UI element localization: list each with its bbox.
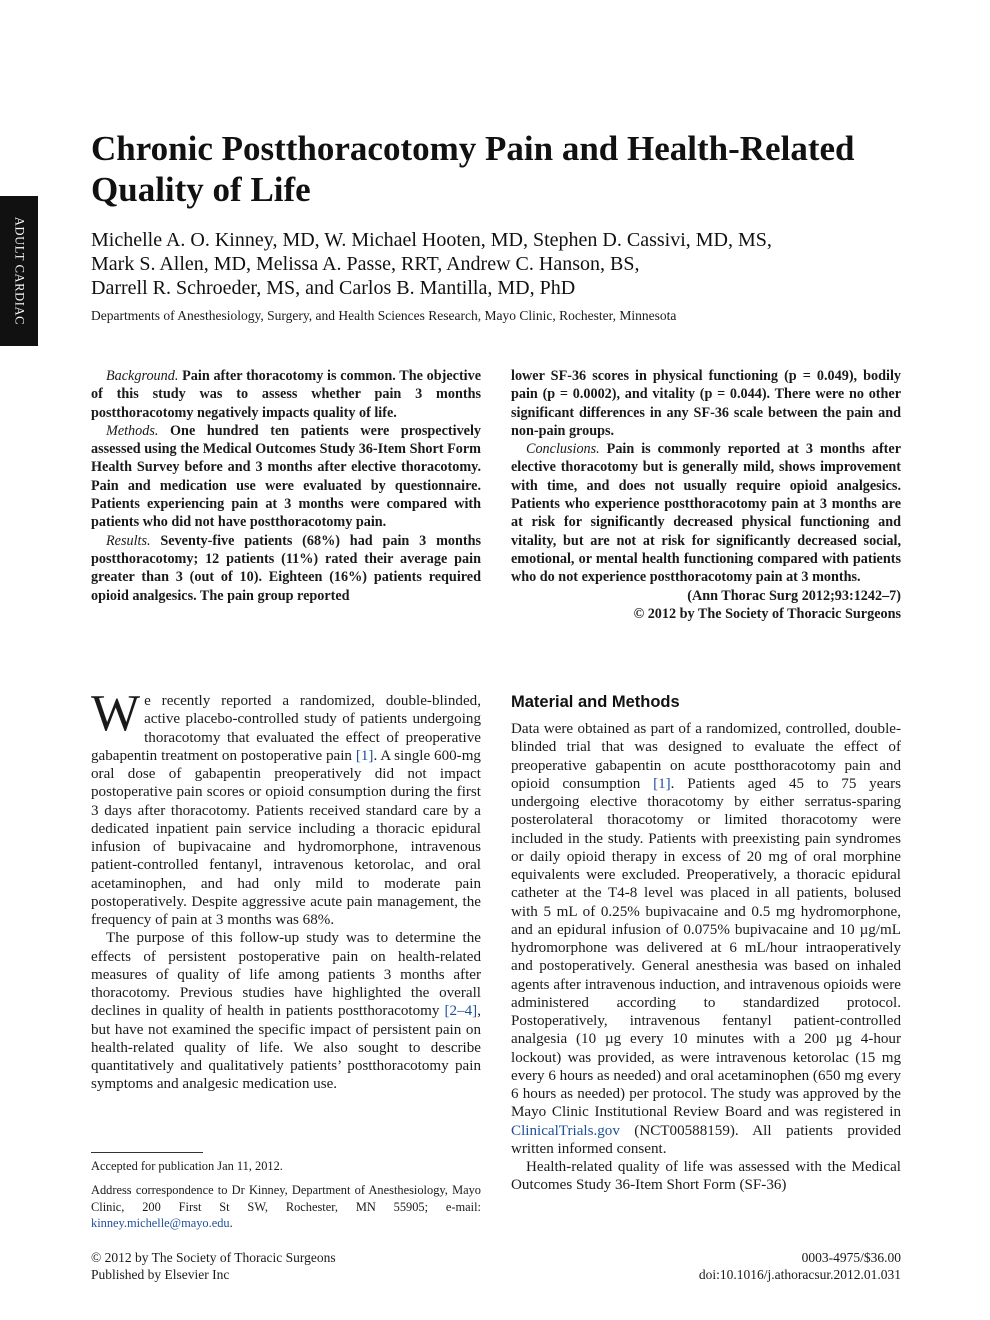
abstract-results-continued: lower SF-36 scores in physical functioning (p = 0.049), bodily pain (p = 0.0002), and vitality (p = 0.044). There were no other significant differences in any SF-36 scale between the pain and non-pain groups. <box>511 368 901 439</box>
abstract-results-label: Results. <box>106 532 151 549</box>
page-footer <box>91 1250 901 1283</box>
abstract-background-label: Background. <box>106 368 179 384</box>
reference-link[interactable]: [1] <box>653 775 671 792</box>
footer-right <box>699 1250 901 1283</box>
author-line: Darrell R. Schroeder, MS, and Carlos B. Mantilla, MD, PhD <box>91 277 576 299</box>
abstract-copyright: © 2012 by The Society of Thoracic Surgeons <box>633 605 901 622</box>
article-title <box>91 128 911 210</box>
intro-text: , but have not examined the specific impact of persistent pain on health-related quality of life. We also sought to describe quantitatively and qualitatively patients’ postthoracotomy pain symptoms and analgesic medication use. <box>91 1003 481 1093</box>
reference-link[interactable]: [1] <box>355 747 374 764</box>
abstract-methods <box>91 422 481 532</box>
drop-cap: W <box>91 685 141 742</box>
intro-text: e recently reported a randomized, double-blinded, active placebo-controlled study of patients undergoing thoracotomy that evaluated the effect of preoperative gabapentin treatment on postoperative pain <box>91 693 481 764</box>
footer-price: 0003-4975/$36.00 <box>801 1250 901 1265</box>
affiliation: Departments of Anesthesiology, Surgery, and Health Sciences Research, Mayo Clinic, Rochester, Minnesota <box>91 308 677 323</box>
abstract-citation: (Ann Thorac Surg 2012;93:1242–7) <box>687 587 901 604</box>
section-side-tab-label: ADULT CARDIAC <box>12 216 27 326</box>
methods-paragraph <box>511 720 901 1158</box>
footer-left <box>91 1250 336 1283</box>
article-title-line1: Chronic Postthoracotomy Pain and Health-Related <box>91 129 855 168</box>
intro-paragraph <box>91 929 481 1093</box>
abstract-methods-text: One hundred ten patients were prospectively assessed using the Medical Outcomes Study 36-Item Short Form Health Survey before and 3 months after elective thoracotomy. Pain and medication use were evaluated by questionnaire. Patients experiencing pain at 3 months were compared with patients who did not have postthoracotomy pain. <box>91 422 481 531</box>
footer-doi: doi:10.1016/j.athoracsur.2012.01.031 <box>698 1266 901 1282</box>
abstract-results <box>91 532 481 605</box>
footnote-accepted: Accepted for publication Jan 11, 2012. <box>91 1159 283 1173</box>
abstract-results-text: Seventy-five patients (68%) had pain 3 months postthoracotomy; 12 patients (11%) rated their average pain greater than 3 (out of 10). Eighteen (16%) patients required opioid analgesics. The pain group reported <box>91 532 482 604</box>
intro-text: . A single 600-mg oral dose of gabapentin preoperatively did not impact postoperative pain scores or opioid consumption during the first 3 days after thoracotomy. Patients received standard care by a dedicated inpatient pain service including a thoracic epidural infusion of bupivacaine and hydromorphone, intravenous patient-controlled fentanyl, intravenous ketorolac, and oral acetaminophen, and had only mild to moderate pain postoperatively. Despite aggressive acute pain management, the frequency of pain at 3 months was 68%. <box>91 747 481 928</box>
intro-paragraph <box>91 685 481 929</box>
footnote-correspondence <box>91 1182 481 1232</box>
footnote-divider <box>91 1152 203 1153</box>
intro-text: The purpose of this follow-up study was to determine the effects of persistent postoperative pain on health-related measures of quality of life among patients 3 months after thoracotomy. Previous studies have highlighted the overall declines in quality of health in patients postthoracotomy <box>91 930 481 1020</box>
abstract-right-column <box>511 367 901 623</box>
methods-text: Data were obtained as part of a randomized, controlled, double-blinded trial that was designed to evaluate the effect of preoperative gabapentin on acute postthoracotomy pain and opioid consumption <box>511 721 901 792</box>
author-line: Mark S. Allen, MD, Melissa A. Passe, RRT, Andrew C. Hanson, BS, <box>91 253 640 275</box>
clinicaltrials-link[interactable]: ClinicalTrials.gov <box>511 1122 620 1139</box>
abstract-background <box>91 367 481 422</box>
footnote-address-end: . <box>229 1216 233 1230</box>
introduction-column <box>91 685 481 1094</box>
email-link[interactable]: kinney.michelle@mayo.edu <box>91 1216 230 1230</box>
methods-text: . Patients aged 45 to 75 years undergoing elective thoracotomy by either serratus-sparing posterolateral thoracotomy or limited thoracotomy were included in the study. Patients with preexisting pain syndromes or daily opioid therapy in excess of 20 mg of oral morphine equivalents were excluded. Preoperatively, a thoracic epidural catheter at the T4-8 level was placed in all patients, bolused with 5 mL of 0.25% bupivacaine and 0.5 mg hydromorphone, and an epidural infusion of 0.075% bupivacaine and 10 µg/mL hydromorphone was delivered at 6 mL/hour intraoperatively and postoperatively. General anesthesia was based on inhaled agents after intravenous induction, and intravenous opioids were administered according to standardized protocol. Postoperatively, intravenous fentanyl patient-controlled analgesia (10 µg every 10 minutes with a 200 µg 4-hour lockout) was provided, as were intravenous ketorolac (15 mg every 6 hours as needed) and oral acetaminophen (650 mg every 6 hours as needed) per protocol. The study was approved by the Mayo Clinic Institutional Review Board and was registered in <box>511 775 901 1121</box>
section-heading: Material and Methods <box>511 693 680 711</box>
abstract-background-text: Pain after thoracotomy is common. The objective of this study was to assess whether pain 3 months postthoracotomy negatively impacts quality of life. <box>91 368 482 421</box>
section-side-tab <box>0 196 38 346</box>
author-list <box>91 228 911 300</box>
abstract-left-column <box>91 367 481 605</box>
footnote-address: Address correspondence to Dr Kinney, Department of Anesthesiology, Mayo Clinic, 200 First St SW, Rochester, MN 55905; e-mail: <box>91 1183 481 1214</box>
footer-publisher: Published by Elsevier Inc <box>91 1266 230 1282</box>
abstract-methods-label: Methods. <box>106 422 159 439</box>
footer-copyright: © 2012 by The Society of Thoracic Surgeons <box>91 1250 336 1265</box>
methods-column <box>511 720 901 1195</box>
author-line: Michelle A. O. Kinney, MD, W. Michael Hooten, MD, Stephen D. Cassivi, MD, MS, <box>91 229 772 251</box>
abstract-conclusions <box>511 440 901 586</box>
abstract-conclusions-label: Conclusions. <box>526 441 600 458</box>
article-title-line2: Quality of Life <box>91 170 311 209</box>
methods-text: (NCT00588159). All patients provided written informed consent. <box>511 1122 901 1157</box>
methods-paragraph: Health-related quality of life was assessed with the Medical Outcomes Study 36-Item Short Form (SF-36) <box>511 1159 901 1194</box>
abstract-conclusions-text: Pain is commonly reported at 3 months after elective thoracotomy but is generally mild, shows improvement with time, and does not usually require opioid analgesics. Patients who experience postthoracotomy pain at 3 months are at risk for significantly decreased physical functioning and vitality, but are not at risk for significantly decreased social, emotional, or mental health functioning compared with patients who do not experience postthoracotomy pain at 3 months. <box>511 441 902 586</box>
reference-link[interactable]: [2–4] <box>444 1003 478 1020</box>
